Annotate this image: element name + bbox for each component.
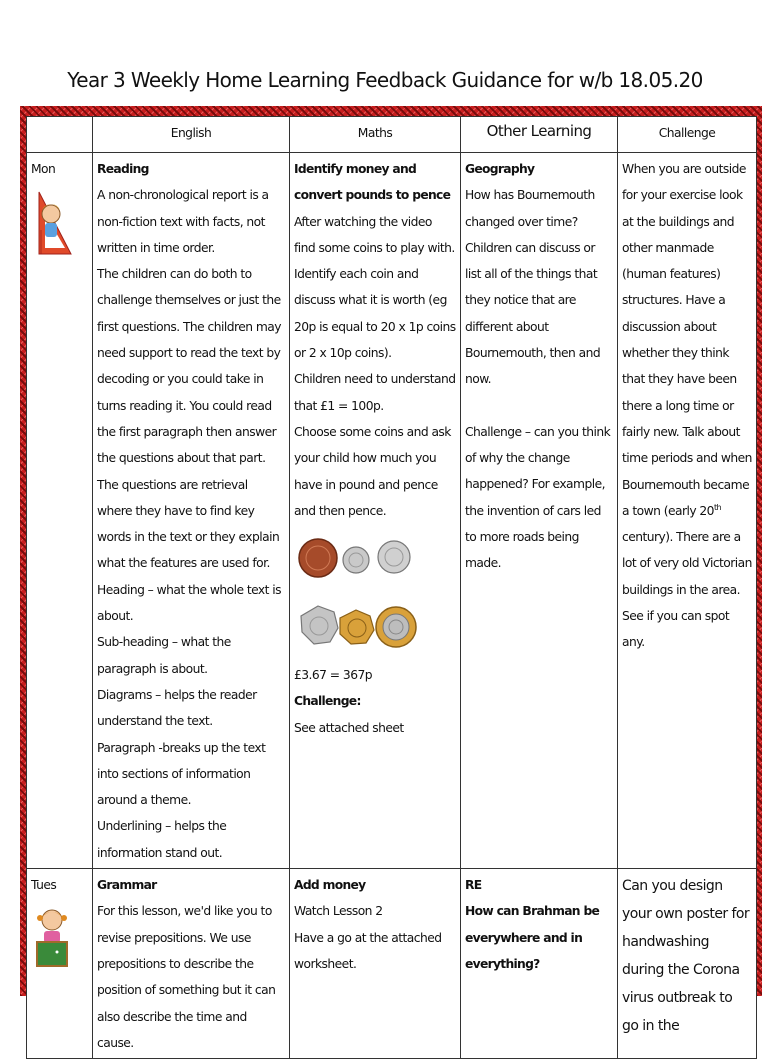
tues-maths-text-1: Watch Lesson 2	[294, 904, 383, 919]
tues-other-heading: RE	[465, 878, 482, 893]
mon-english-line-5: Diagrams – helps the reader understand the text.	[97, 687, 257, 729]
decorative-border	[20, 106, 762, 1050]
mon-challenge-text-b: century). There are a lot of very old Victorian buildings in the area. See if you can spot any.	[622, 530, 752, 650]
mon-maths-cell	[290, 153, 461, 869]
spacer	[465, 393, 613, 419]
mon-english-line-1: A non-chronological report is a non-fiction text with facts, not written in time order.	[97, 188, 269, 255]
tues-challenge-cell	[618, 869, 757, 1059]
tues-maths-heading: Add money	[294, 878, 366, 893]
day-label-tues: Tues	[31, 878, 57, 893]
mon-challenge-sup: th	[713, 502, 722, 512]
timetable	[26, 116, 757, 1059]
mon-maths-challenge-text: See attached sheet	[294, 720, 404, 735]
mon-other-text-1: How has Bournemouth changed over time?	[465, 188, 595, 229]
mon-challenge-text	[622, 156, 752, 656]
tues-other-subheading: How can Brahman be everywhere and in everything?	[465, 904, 600, 971]
page-title: Year 3 Weekly Home Learning Feedback Guidance for w/b 18.05.20	[67, 68, 703, 92]
day-cell-tues	[27, 869, 93, 1059]
header-english: English	[93, 117, 290, 153]
mon-other-cell	[461, 153, 618, 869]
header-challenge: Challenge	[618, 117, 757, 153]
corner-cell	[27, 117, 93, 153]
mon-english-cell	[93, 153, 290, 869]
row-tues	[27, 869, 757, 1059]
tues-maths-text-2: Have a go at the attached worksheet.	[294, 930, 442, 971]
mon-maths-challenge-label: Challenge:	[294, 694, 361, 709]
mon-challenge-text-a: When you are outside for your exercise look at the buildings and other manmade (human features) structures. Have a discussion about whether they think that they have been there a long time or fairly new. Talk about time periods and when Bournemouth became a town (early 20	[622, 162, 752, 518]
mon-maths-text-2: Children need to understand that £1 = 100p.	[294, 372, 456, 413]
coins-image	[296, 530, 418, 658]
mon-english-line-3: Heading – what the whole text is about.	[97, 582, 282, 624]
mon-maths-text-1: After watching the video find some coins to play with. Identify each coin and discuss what it is worth (eg 20p is equal to 20 x 1p coins or 2 x 10p coins).	[294, 214, 456, 361]
mon-maths-text-3: Choose some coins and ask your child how much you have in pound and pence and then pence.	[294, 424, 451, 518]
tues-maths-cell	[290, 869, 461, 1059]
mon-maths-equation: £3.67 = 367p	[294, 668, 373, 683]
tues-other-cell	[461, 869, 618, 1059]
mon-english-line-4: Sub-heading – what the paragraph is about.	[97, 635, 231, 676]
mon-english-line-7: Underlining – helps the information stand out.	[97, 819, 227, 860]
mon-english-heading: Reading	[97, 162, 149, 176]
day-label-mon: Mon	[31, 162, 56, 176]
day-cell-mon	[27, 153, 93, 869]
mon-challenge-cell	[618, 153, 757, 869]
header-maths: Maths	[290, 117, 461, 153]
child-with-ruler-icon	[35, 190, 75, 256]
mon-other-text-2: Children can discuss or list all of the things that they notice that are different about Bournemouth, then and now.	[465, 240, 601, 387]
header-other-learning: Other Learning	[461, 117, 618, 153]
mon-english-line-2: The children can do both to challenge themselves or just the first questions. The children may need support to read the text by decoding or you could take in turns reading it. You could read the first paragraph then answer the questions about that part. The questions are retrieval where they have to find key words in the text or they explain what the features are used for.	[97, 267, 281, 571]
tues-english-text: For this lesson, we'd like you to revise prepositions. We use prepositions to describe the position of something but it can also describe the time and cause.	[97, 904, 276, 1050]
child-with-board-icon	[35, 906, 69, 972]
tues-challenge-text: Can you design your own poster for handwashing during the Corona virus outbreak to go in the	[622, 878, 750, 1035]
row-mon	[27, 153, 757, 869]
mon-english-line-6: Paragraph -breaks up the text into sections of information around a theme.	[97, 740, 266, 808]
tues-english-heading: Grammar	[97, 878, 157, 893]
tues-english-cell	[93, 869, 290, 1059]
mon-other-text-3: Challenge – can you think of why the change happened? For example, the invention of cars led to more roads being made.	[465, 424, 611, 571]
mon-maths-heading: Identify money and convert pounds to pence	[294, 162, 451, 203]
header-row	[27, 117, 757, 153]
mon-other-heading: Geography	[465, 162, 535, 176]
